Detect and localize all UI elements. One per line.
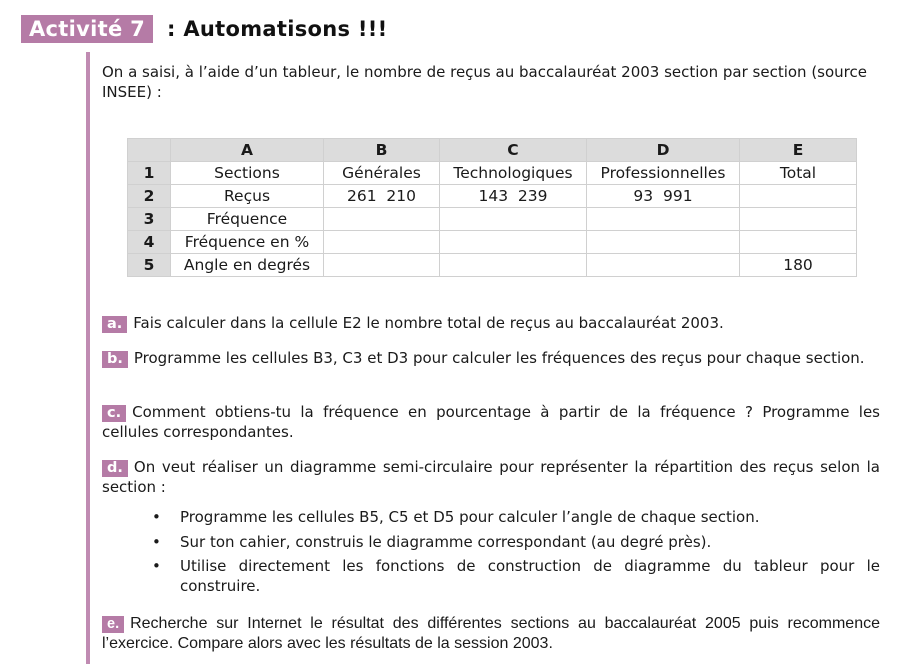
list-item: [150, 557, 880, 596]
column-header: A: [171, 139, 324, 162]
cell-A2: Reçus: [171, 185, 324, 208]
question-c: [102, 403, 880, 442]
bullet-icon: •: [152, 508, 161, 526]
question-e: [102, 614, 880, 654]
cell-D5: [587, 254, 740, 277]
cell-E4: [740, 231, 857, 254]
row-header: 5: [128, 254, 171, 277]
question-label: a.: [102, 316, 127, 333]
question-a: [102, 314, 880, 334]
question-label: b.: [102, 351, 128, 368]
question-text: Fais calculer dans la cellule E2 le nombre total de reçus au baccalauréat 2003.: [133, 314, 724, 332]
activity-title: : Automatisons !!!: [167, 17, 388, 41]
corner-cell: [128, 139, 171, 162]
cell-B1: Générales: [324, 162, 440, 185]
cell-E1: Total: [740, 162, 857, 185]
list-item: [150, 508, 880, 528]
table-row: [128, 231, 857, 254]
question-label: d.: [102, 460, 128, 477]
cell-C4: [440, 231, 587, 254]
cell-C1: Technologiques: [440, 162, 587, 185]
question-text: Programme les cellules B3, C3 et D3 pour calculer les fréquences des reçus pour chaque section.: [133, 349, 865, 367]
question-d: [102, 458, 880, 497]
activity-badge: Activité 7: [21, 15, 153, 43]
cell-A3: Fréquence: [171, 208, 324, 231]
column-header: D: [587, 139, 740, 162]
bullet-icon: •: [152, 557, 161, 575]
row-header: 3: [128, 208, 171, 231]
question-text: Recherche sur Internet le résultat des différentes sections au baccalauréat 2005 puis recommence l’exercice. Compare alors avec les résultats de la session 2003.: [102, 615, 880, 652]
column-header: E: [740, 139, 857, 162]
activity-header: [21, 14, 388, 44]
cell-B5: [324, 254, 440, 277]
cell-D3: [587, 208, 740, 231]
bullet-icon: •: [152, 532, 161, 551]
list-item-text: Utilise directement les fonctions de construction de diagramme du tableur pour le construire.: [180, 557, 880, 595]
question-d-bullets: [150, 508, 880, 601]
column-header: C: [440, 139, 587, 162]
cell-C5: [440, 254, 587, 277]
column-header-row: [128, 139, 857, 162]
question-text: Comment obtiens-tu la fréquence en pourcentage à partir de la fréquence ? Programme les cellules correspondantes.: [102, 403, 880, 441]
list-item: [150, 533, 880, 553]
cell-B4: [324, 231, 440, 254]
table-row: [128, 185, 857, 208]
cell-E5: 180: [740, 254, 857, 277]
activity-content: [86, 52, 882, 664]
cell-D1: Professionnelles: [587, 162, 740, 185]
row-header: 2: [128, 185, 171, 208]
cell-C2: 143 239: [440, 185, 587, 208]
row-header: 4: [128, 231, 171, 254]
question-b: [102, 349, 880, 369]
cell-A4: Fréquence en %: [171, 231, 324, 254]
list-item-text: Programme les cellules B5, C5 et D5 pour calculer l’angle de chaque section.: [180, 508, 760, 526]
cell-A5: Angle en degrés: [171, 254, 324, 277]
table-row: [128, 208, 857, 231]
cell-A1: Sections: [171, 162, 324, 185]
column-header: B: [324, 139, 440, 162]
table-row: [128, 254, 857, 277]
cell-D4: [587, 231, 740, 254]
row-header: 1: [128, 162, 171, 185]
cell-B3: [324, 208, 440, 231]
intro-text: On a saisi, à l’aide d’un tableur, le nombre de reçus au baccalauréat 2003 section par section (source INSEE) :: [102, 63, 867, 101]
question-label: e.: [102, 616, 124, 633]
table-row: [128, 162, 857, 185]
question-label: c.: [102, 405, 126, 422]
spreadsheet-table: [127, 138, 857, 277]
list-item-text: Sur ton cahier, construis le diagramme correspondant (au degré près).: [180, 532, 712, 551]
cell-E3: [740, 208, 857, 231]
cell-E2: [740, 185, 857, 208]
cell-C3: [440, 208, 587, 231]
question-text: On veut réaliser un diagramme semi-circulaire pour représenter la répartition des reçus selon la section :: [102, 458, 880, 496]
cell-D2: 93 991: [587, 185, 740, 208]
cell-B2: 261 210: [324, 185, 440, 208]
